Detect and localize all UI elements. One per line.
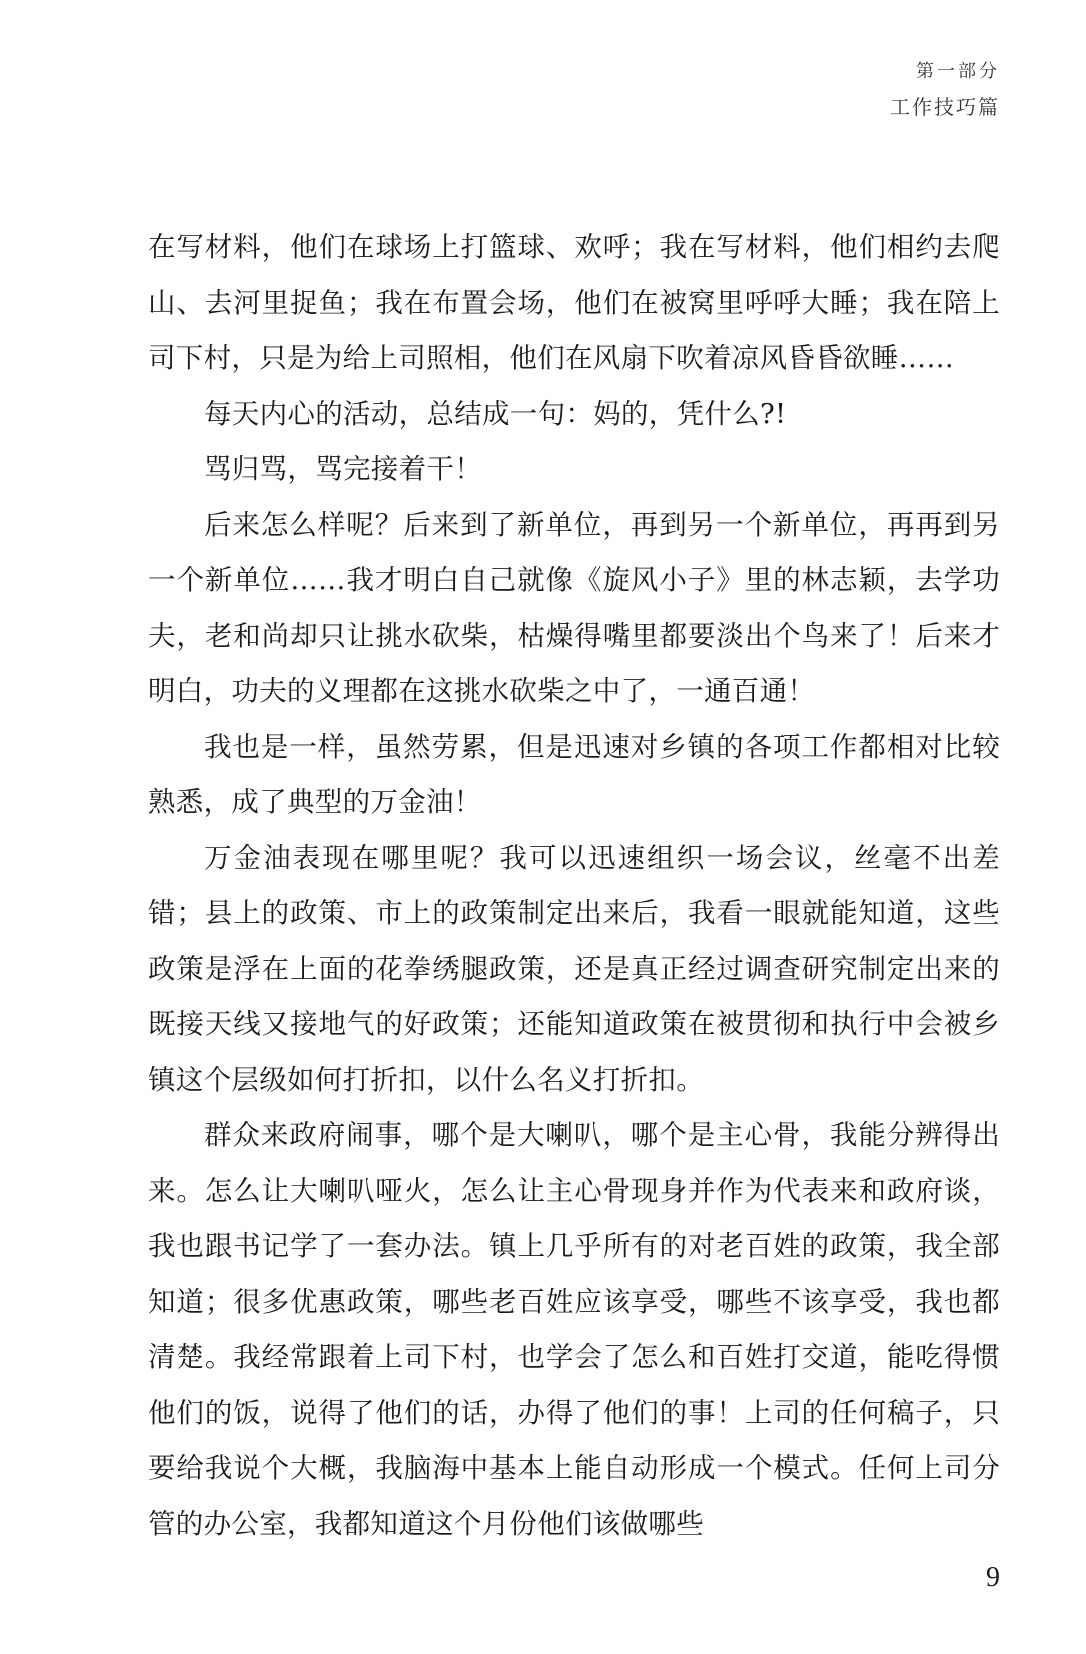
header-part: 第一部分 — [916, 61, 1000, 82]
paragraph-1: 在写材料，他们在球场上打篮球、欢呼；我在写材料，他们相约去爬山、去河里捉鱼；我在布置会场，他们在被窝里呼呼大睡；我在陪上司下村，只是为给上司照相，他们在风扇下吹着凉风昏昏欲睡…… — [148, 231, 1000, 374]
paragraph-7: 群众来政府闹事，哪个是大喇叭，哪个是主心骨，我能分辨得出来。怎么让大喇叭哑火，怎么让主心骨现身并作为代表来和政府谈，我也跟书记学了一套办法。镇上几乎所有的对老百姓的政策，我全部知道；很多优惠政策，哪些老百姓应该享受，哪些不该享受，我也都清楚。我经常跟着上司下村，也学会了怎么和百姓打交道，能吃得惯他们的饭，说得了他们的话，办得了他们的事！上司的任何稿子，只要给我说个大概，我脑海中基本上能自动形成一个模式。任何上司分管的办公室，我都知道这个月份他们该做哪些 — [148, 1119, 1000, 1540]
paragraph-3: 骂归骂，骂完接着干！ — [204, 453, 482, 485]
paragraph-4: 后来怎么样呢？后来到了新单位，再到另一个新单位，再再到另一个新单位……我才明白自己就像《旋风小子》里的林志颖，去学功夫，老和尚却只让挑水砍柴，枯燥得嘴里都要淡出个鸟来了！后来才明白，功夫的义理都在这挑水砍柴之中了，一通百通！ — [148, 508, 1000, 707]
page-number: 9 — [986, 1562, 1000, 1593]
running-header — [890, 58, 1000, 124]
body-text — [148, 220, 1000, 1552]
paragraph-6: 万金油表现在哪里呢？我可以迅速组织一场会议，丝毫不出差错；县上的政策、市上的政策制定出来后，我看一眼就能知道，这些政策是浮在上面的花拳绣腿政策，还是真正经过调查研究制定出来的既接天线又接地气的好政策；还能知道政策在被贯彻和执行中会被乡镇这个层级如何打折扣，以什么名义打折扣。 — [148, 841, 1000, 1096]
paragraph-5: 我也是一样，虽然劳累，但是迅速对乡镇的各项工作都相对比较熟悉，成了典型的万金油！ — [148, 730, 1000, 818]
header-section: 工作技巧篇 — [890, 95, 1000, 119]
paragraph-2: 每天内心的活动，总结成一句：妈的，凭什么?! — [204, 397, 787, 430]
